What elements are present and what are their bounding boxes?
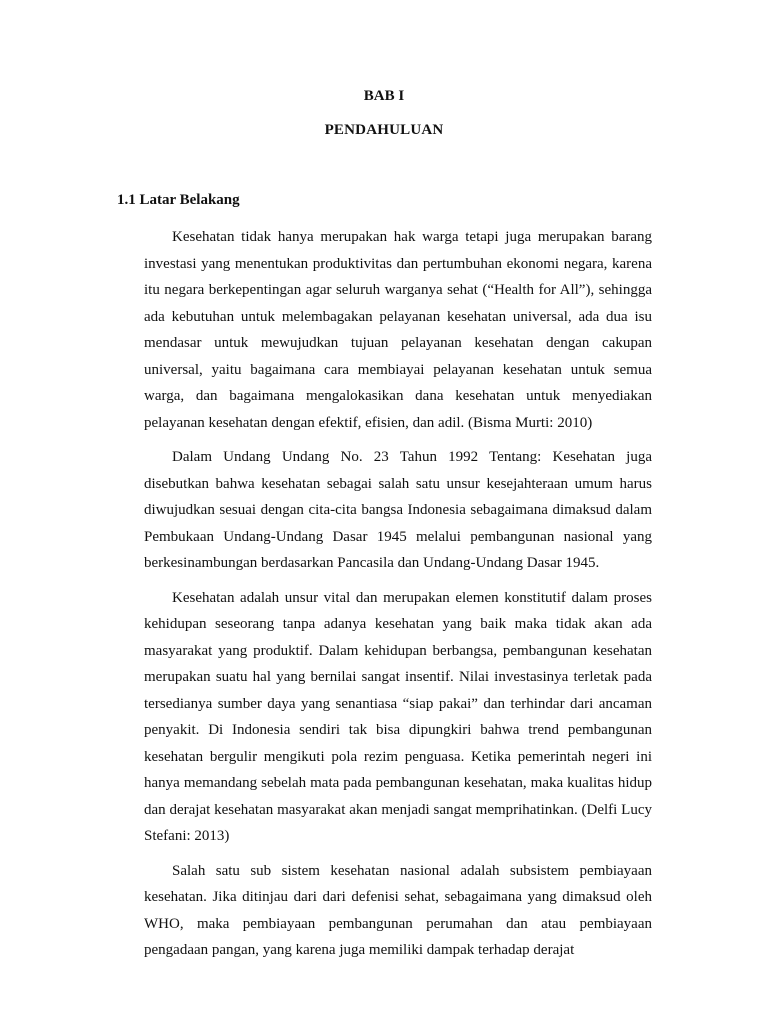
section-heading: 1.1 Latar Belakang (117, 192, 240, 208)
chapter-title: PENDAHULUAN (324, 122, 444, 138)
paragraph-3: Kesehatan adalah unsur vital dan merupakan elemen konstitutif dalam proses kehidupan seseorang tanpa adanya kesehatan yang baik maka tidak akan ada masyarakat yang produktif. Dalam kehidupan berbangsa, pembangunan kesehatan merupakan suatu hal yang bernilai sangat insentif. Nilai investasinya terletak pada tersedianya sumber daya yang senantiasa “siap pakai” dan terhindar dari ancaman penyakit. Di Indonesia sendiri tak bisa dipungkiri bahwa trend pembangunan kesehatan bergulir mengikuti pola rezim penguasa. Ketika pemerintah negeri ini hanya memandang sebelah mata pada pembangunan kesehatan, maka kualitas hidup dan derajat kesehatan masyarakat akan menjadi sangat memprihatinkan. (Delfi Lucy Stefani: 2013) (144, 589, 652, 844)
paragraph-4: Salah satu sub sistem kesehatan nasional adalah subsistem pembiayaan kesehatan. Jika ditinjau dari dari defenisi sehat, sebagaimana yang dimaksud oleh WHO, maka pembiayaan pembangunan perumahan dan atau pembiayaan pengadaan pangan, yang karena juga memiliki dampak terhadap derajat (144, 862, 652, 958)
body-text (144, 224, 652, 972)
paragraph-2: Dalam Undang Undang No. 23 Tahun 1992 Tentang: Kesehatan juga disebutkan bahwa kesehatan sebagai salah satu unsur kesejahteraan umum harus diwujudkan sesuai dengan cita-cita bangsa Indonesia sebagaimana dimaksud dalam Pembukaan Undang-Undang Dasar 1945 melalui pembangunan nasional yang berkesinambungan berdasarkan Pancasila dan Undang-Undang Dasar 1945. (144, 449, 652, 571)
chapter-number: BAB I (363, 88, 405, 104)
paragraph-1: Kesehatan tidak hanya merupakan hak warga tetapi juga merupakan barang investasi yang menentukan produktivitas dan pertumbuhan ekonomi negara, karena itu negara berkepentingan agar seluruh warganya sehat (“Health for All”), sehingga ada kebutuhan untuk melembagakan pelayanan kesehatan universal, ada dua isu mendasar untuk mewujudkan tujuan pelayanan kesehatan dengan cakupan universal, yaitu bagaimana cara membiayai pelayanan kesehatan untuk semua warga, dan bagaimana mengalokasikan dana kesehatan untuk menyediakan pelayanan kesehatan dengan efektif, efisien, dan adil. (Bisma Murti: 2010) (144, 229, 652, 431)
